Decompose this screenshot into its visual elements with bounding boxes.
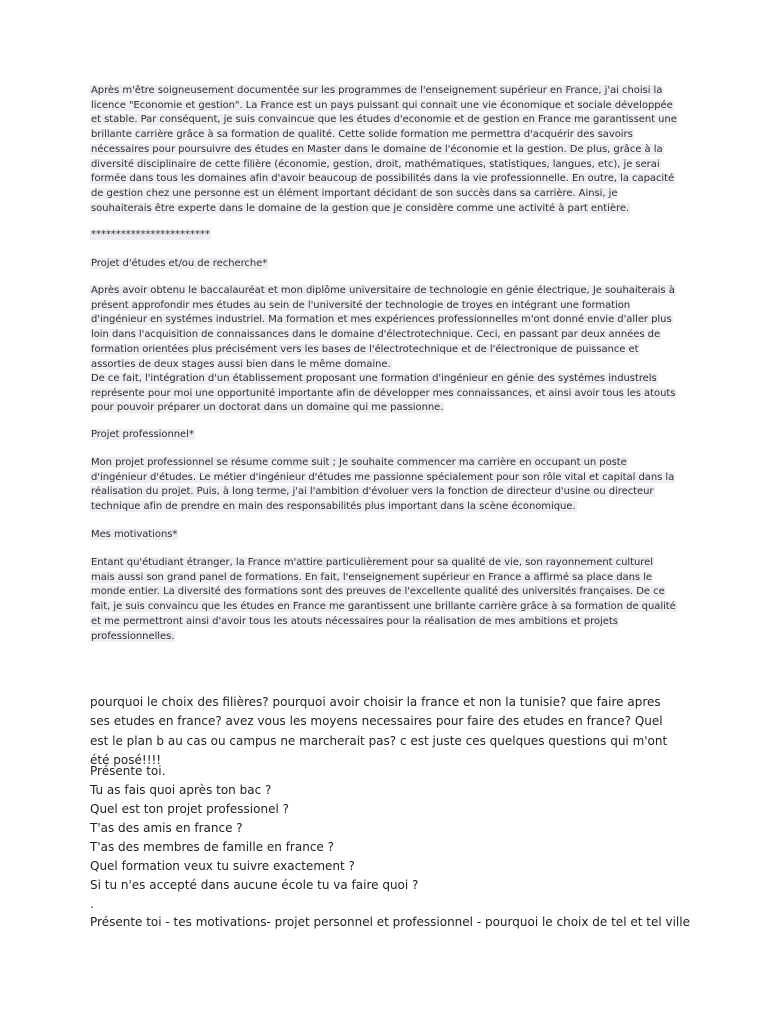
section-etudes-paragraph-2: De ce fait, l'intégration d'un établissement proposant une formation d'ingénieur en génie des systémes industrels représente pour moi une opportunité importante afin de développer mes connaissances, et ainsi avoir tous les atouts pour pouvoir préparer un doctorat dans un domaine qui me passionne.: [91, 373, 676, 414]
section-professionnel-paragraph: Mon projet professionnel se résume comme suit ; Je souhaite commencer ma carrière en occupant un poste d'ingénieur d'études. Le métier d'ingénieur d'études me passionne spécialement pour son rôle vital et capital dans la réalisation du projet. Puis, à long terme, j'ai l'ambition d'évoluer vers la fonction de directeur d'usine ou directeur technique afin de prendre en main des responsabilités plus important dans la scène économique.: [91, 457, 675, 513]
questions-paragraph: pourquoi le choix des filières? pourquoi avoir choisir la france et non la tunisie? que faire apres ses etudes en france? avez vous les moyens necessaires pour faire des etudes en france? Quel est le plan b au cas ou campus ne marcherait pas? c est juste ces quelques questions qui m'ont été posé!!!!: [90, 695, 668, 768]
list-item: Quel est ton projet professionel ?: [90, 802, 289, 816]
section-heading-professionnel: Projet professionnel*: [91, 429, 194, 440]
list-item: Tu as fais quoi après ton bac ?: [90, 783, 272, 797]
section-etudes-paragraph-1: Après avoir obtenu le baccalauréat et mon diplôme universitaire de technologie en génie électrique, Je souhaiterais à présent approfondir mes études au sein de l'université der technologie de troyes en intégrant une formation d'ingénieur en systémes industriel. Ma formation et mes expériences professionnelles m'ont donné envie d'aller plus loin dans l'acquisition de connaissances dans le domaine d'électrotechnique. Ceci, en passant par deux années de formation orientées plus précisément vers les bases de l'électrotechnique et de l'électronique de puissance et assorties de deux stages aussi bien dans le même domaine.: [91, 285, 675, 370]
list-item: T'as des amis en france ?: [90, 821, 243, 835]
list-item: T'as des membres de famille en france ?: [90, 840, 334, 854]
list-item: Quel formation veux tu suivre exactement ?: [90, 859, 355, 873]
final-line: Présente toi - tes motivations- projet personnel et professionnel - pourquoi le choix de tel et tel ville: [90, 915, 690, 929]
list-item: Si tu n'es accepté dans aucune école tu va faire quoi ?: [90, 878, 419, 892]
list-item: .: [90, 897, 94, 911]
list-item: Présente toi.: [90, 764, 166, 778]
questions-list: [90, 762, 690, 914]
section-heading-motivations: Mes motivations*: [91, 529, 178, 540]
intro-paragraph: Après m'être soigneusement documentée sur les programmes de l'enseignement supérieur en France, j'ai choisi la licence "Economie et gestion". La France est un pays puissant qui connait une vie économique et sociale développée et stable. Par conséquent, je suis convaincue que les études d'economie et de gestion en France me garantissent une brillante carrière grâce à sa formation de qualité. Cette solide formation me permettra d'acquérir des savoirs nécessaires pour poursuivre des études en Master dans le domaine de l'économie et la gestion. De plus, grâce à la diversité disciplinaire de cette filière (économie, gestion, droit, mathématiques, statistiques, langues, etc), je serai formée dans tous les domaines afin d'avoir beaucoup de possibilités dans la vie professionnelle. En outre, la capacité de gestion chez une personne est un élément important décidant de son succès dans sa carrière. Ainsi, je souhaiterais être experte dans le domaine de la gestion que je considère comme une activité à part entière.: [91, 85, 677, 214]
separator-line: ************************: [91, 229, 210, 240]
section-heading-etudes: Projet d'études et/ou de recherche*: [91, 258, 268, 269]
section-motivations-paragraph: Entant qu'étudiant étranger, la France m'attire particulièrement pour sa qualité de vie, son rayonnement culturel mais aussi son grand panel de formations. En fait, l'enseignement supérieur en France a affirmé sa place dans le monde entier. La diversité des formations sont des preuves de l'excellente qualité des universités françaises. De ce fait, je suis convaincu que les études en France me garantissent une brillante carrière grâce à sa formation de qualité et me permettront ainsi d'avoir tous les atouts nécessaires pour la réalisation de mes ambitions et projets professionnelles.: [91, 557, 676, 642]
